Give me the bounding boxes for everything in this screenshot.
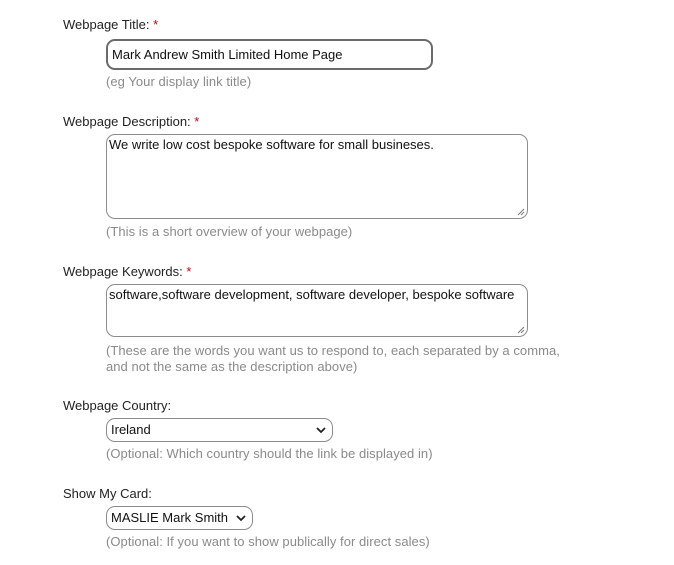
resize-grip-icon[interactable] (517, 208, 525, 216)
keywords-hint: (These are the words you want us to respond to, each separated by a comma, and not the same as the description above) (106, 343, 560, 374)
country-label: Webpage Country: (63, 398, 172, 413)
country-select[interactable] (106, 418, 333, 442)
description-text: We write low cost bespoke software for small busineses. (109, 137, 434, 152)
required-marker: * (194, 114, 200, 129)
required-marker: * (186, 264, 192, 279)
required-marker: * (153, 17, 159, 32)
description-textarea[interactable] (106, 134, 528, 219)
keywords-text: software,software development, software developer, bespoke software (109, 287, 515, 302)
card-select[interactable] (106, 506, 253, 530)
title-input[interactable]: Mark Andrew Smith Limited Home Page (106, 39, 433, 70)
title-hint: (eg Your display link title) (106, 74, 252, 89)
description-hint: (This is a short overview of your webpage) (106, 224, 353, 239)
keywords-textarea[interactable] (106, 284, 528, 337)
resize-grip-icon[interactable] (517, 326, 525, 334)
title-label: Webpage Title: * (63, 17, 159, 32)
card-hint: (Optional: If you want to show publically for direct sales) (106, 534, 430, 549)
country-hint: (Optional: Which country should the link be displayed in) (106, 446, 433, 461)
card-selected-value: MASLIE Mark Smith (111, 510, 229, 525)
country-selected-value: Ireland (111, 422, 151, 437)
chevron-down-icon (316, 426, 326, 434)
card-label: Show My Card: (63, 486, 152, 501)
description-label: Webpage Description: * (63, 114, 200, 129)
keywords-label: Webpage Keywords: * (63, 264, 192, 279)
chevron-down-icon (236, 514, 246, 522)
